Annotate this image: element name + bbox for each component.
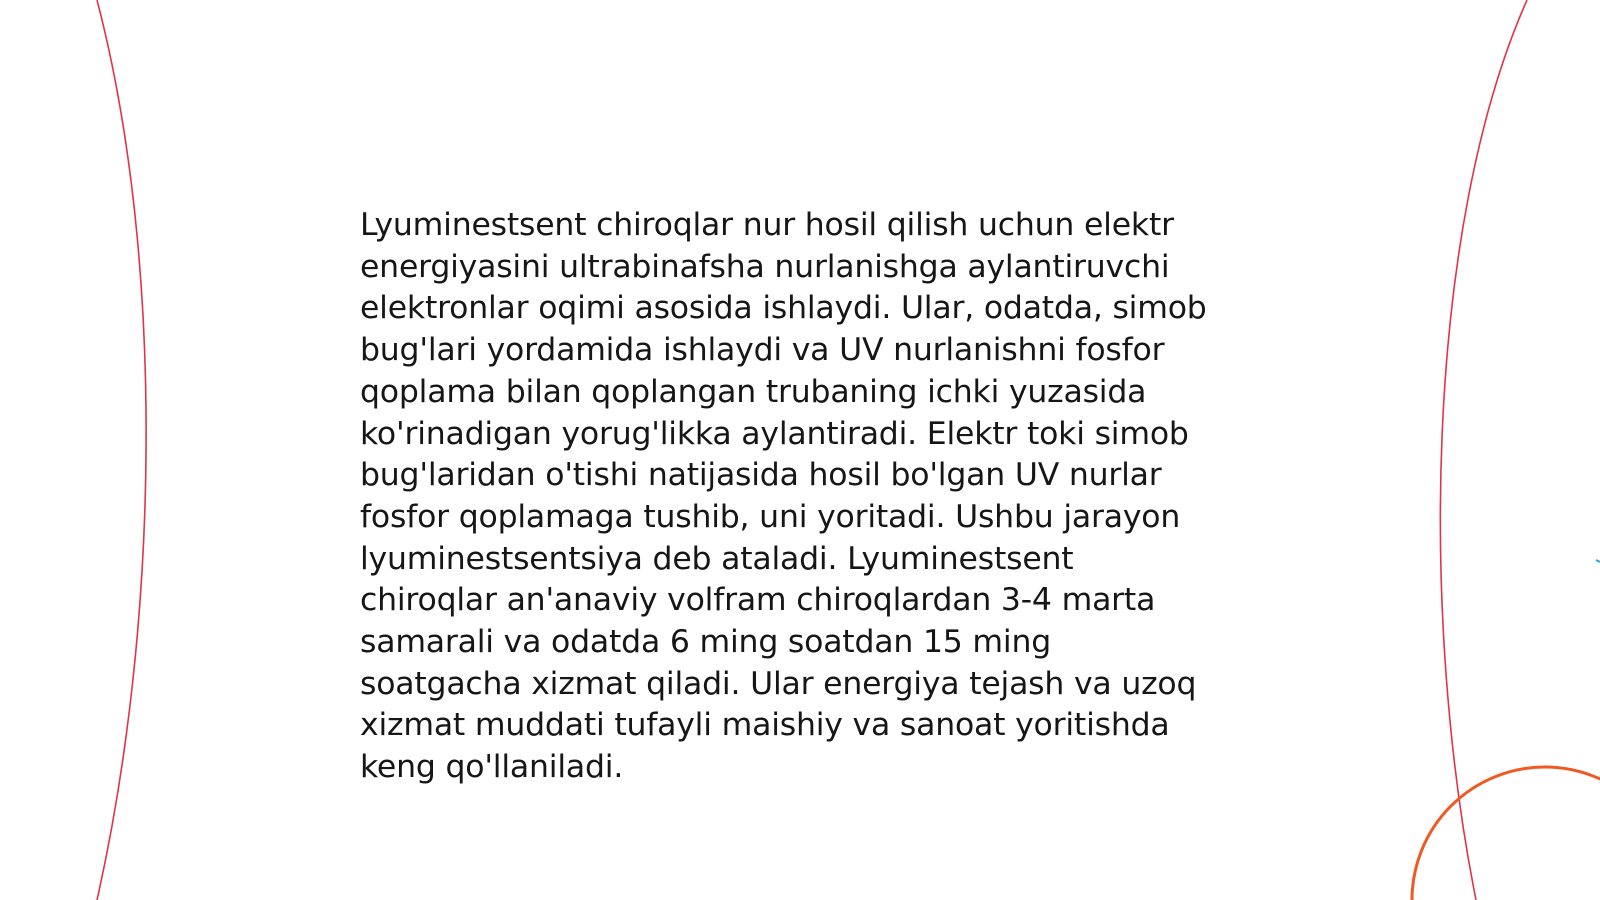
orange-arc	[1412, 767, 1600, 900]
paragraph-line: qoplama bilan qoplangan trubaning ichki yuzasida	[360, 373, 1147, 410]
teal-mark	[1596, 560, 1600, 562]
paragraph-line: xizmat muddati tufayli maishiy va sanoat yoritishda	[360, 707, 1170, 744]
paragraph-line: samarali va odatda 6 ming soatdan 15 ming	[360, 624, 1052, 661]
paragraph-line: bug'laridan o'tishi natijasida hosil bo'lgan UV nurlar	[360, 457, 1162, 494]
paragraph-line: fosfor qoplamaga tushib, uni yoritadi. Ushbu jarayon	[360, 498, 1181, 535]
paragraph-line: bug'lari yordamida ishlaydi va UV nurlanishni fosfor	[360, 332, 1165, 369]
paragraph-line: elektronlar oqimi asosida ishlaydi. Ular, odatda, simob	[360, 290, 1207, 327]
paragraph-line: energiyasini ultrabinafsha nurlanishga aylantiruvchi	[360, 248, 1170, 285]
paragraph-line: Lyuminestsent chiroqlar nur hosil qilish uchun elektr	[360, 207, 1174, 243]
paragraph-line: keng qo'llaniladi.	[360, 749, 624, 786]
paragraph-line: ko'rinadigan yorug'likka aylantiradi. Elektr toki simob	[360, 415, 1189, 452]
paragraph-line: chiroqlar an'anaviy volfram chiroqlardan 3-4 marta	[360, 582, 1156, 619]
paragraph-line: lyuminestsentsiya deb ataladi. Lyuminestsent	[360, 540, 1074, 577]
right-curve	[1440, 0, 1527, 900]
body-paragraph	[360, 205, 1260, 789]
paragraph-line: soatgacha xizmat qiladi. Ular energiya tejash va uzoq	[360, 665, 1197, 702]
left-curve	[97, 0, 146, 900]
